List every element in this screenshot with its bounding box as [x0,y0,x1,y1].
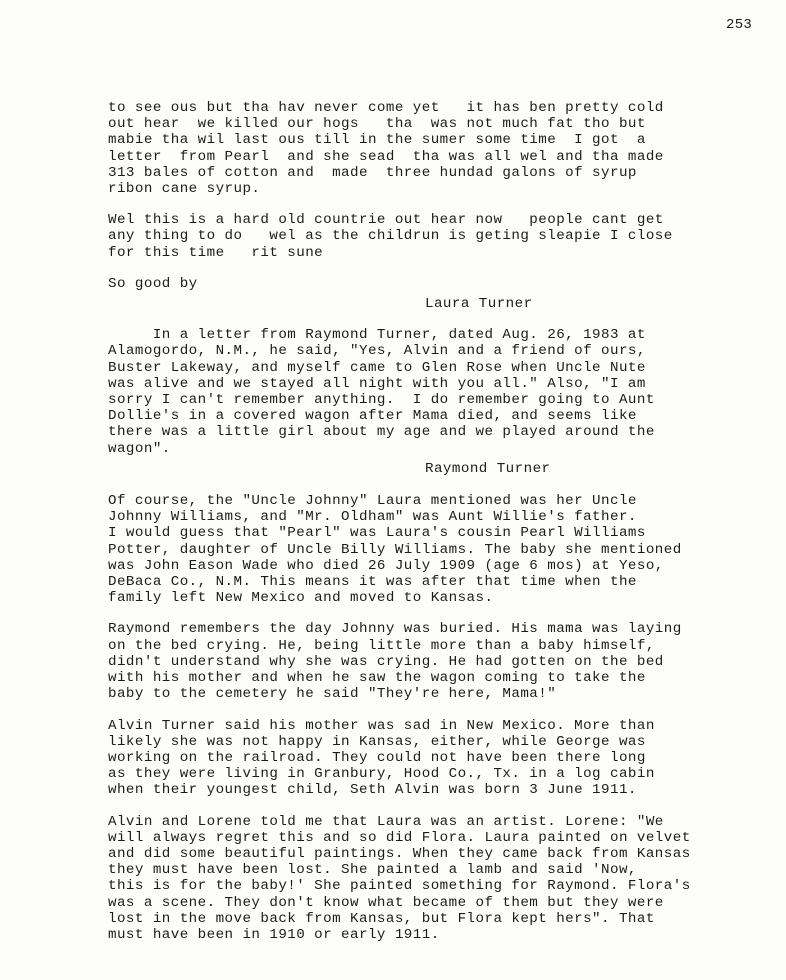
text-line: any thing to do wel as the childrun is geting sleapie I close [108,228,673,245]
text-line: to see ous but tha hav never come yet it has ben pretty cold [108,100,664,116]
text-line: 313 bales of cotton and made three hundad galons of syrup [108,164,637,181]
text-line: out hear we killed our hogs tha was not much fat tho but [108,116,646,133]
text-line: this is for the baby!' She painted something for Raymond. Flora's [108,878,691,895]
narrative-paragraph-1 [108,493,748,606]
text-line: with his mother and when he saw the wagon coming to take the [108,670,646,687]
text-line: lost in the move back from Kansas, but Flora kept hers". That [108,910,655,927]
text-line: mabie tha wil last ous till in the sumer some time I got a [108,132,646,149]
text-line: for this time rit sune [108,244,324,261]
text-line: working on the railroad. They could not have been there long [108,749,646,766]
text-line: was John Eason Wade who died 26 July 1909 (age 6 mos) at Yeso, [108,557,664,574]
text-line: letter from Pearl and she sead tha was all wel and tha made [108,148,664,165]
text-line: Alvin Turner said his mother was sad in New Mexico. More than [108,717,655,734]
narrative-paragraph-2 [108,621,748,702]
letter-paragraph-1 [108,100,748,197]
text-line: didn't understand why she was crying. He had gotten on the bed [108,653,664,670]
text-line: when their youngest child, Seth Alvin was born 3 June 1911. [108,782,637,799]
text-line: and did some beautiful paintings. When they came back from Kansas [108,845,691,862]
text-line: Johnny Williams, and "Mr. Oldham" was Aunt Willie's father. [108,509,637,526]
text-line: Potter, daughter of Uncle Billy Williams. The baby she mentioned [108,541,682,558]
text-line: Of course, the "Uncle Johnny" Laura mentioned was her Uncle [108,493,637,510]
text-line: they must have been lost. She painted a lamb and said 'Now, [108,862,637,879]
text-line: Alvin and Lorene told me that Laura was an artist. Lorene: "We [108,813,664,830]
text-line: on the bed crying. He, being little more than a baby himself, [108,637,655,654]
letter-signature: Laura Turner [425,296,533,313]
text-line: family left New Mexico and moved to Kansas. [108,590,494,607]
text-line: DeBaca Co., N.M. This means it was after that time when the [108,574,637,591]
text-line: In a letter from Raymond Turner, dated Aug. 26, 1983 at [108,327,646,344]
text-line: Alamogordo, N.M., he said, "Yes, Alvin and a friend of ours, [108,343,646,360]
text-line: Buster Lakeway, and myself came to Glen Rose when Uncle Nute [108,359,646,376]
text-line: likely she was not happy in Kansas, either, while George was [108,733,646,750]
text-line: sorry I can't remember anything. I do remember going to Aunt [108,392,655,409]
text-line: will always regret this and so did Flora. Laura painted on velvet [108,829,691,846]
text-line: Raymond remembers the day Johnny was buried. His mama was laying [108,621,682,638]
text-line: was alive and we stayed all night with you all." Also, "I am [108,375,646,392]
text-line: Dollie's in a covered wagon after Mama died, and seems like [108,408,637,425]
letter-paragraph-2 [108,212,748,261]
text-line: Wel this is a hard old countrie out hear now people cant get [108,212,664,229]
text-line: must have been in 1910 or early 1911. [108,926,440,943]
narrative-paragraph-3 [108,718,748,799]
text-line: wagon". [108,440,171,457]
narrative-paragraph-4 [108,814,748,944]
text-line: was a scene. They don't know what became of them but they were [108,894,664,911]
raymond-signature: Raymond Turner [425,460,551,477]
text-line: there was a little girl about my age and we played around the [108,424,655,441]
text-line: as they were living in Granbury, Hood Co., Tx. in a log cabin [108,766,655,783]
document-body [108,100,748,958]
text-line: baby to the cemetery he said "They're here, Mama!" [108,686,557,703]
text-line: I would guess that "Pearl" was Laura's cousin Pearl Williams [108,525,646,542]
letter-closing: So good by [108,275,198,292]
text-line: ribon cane syrup. [108,181,261,198]
page-number: 253 [726,17,753,33]
raymond-quote-paragraph [108,327,748,457]
